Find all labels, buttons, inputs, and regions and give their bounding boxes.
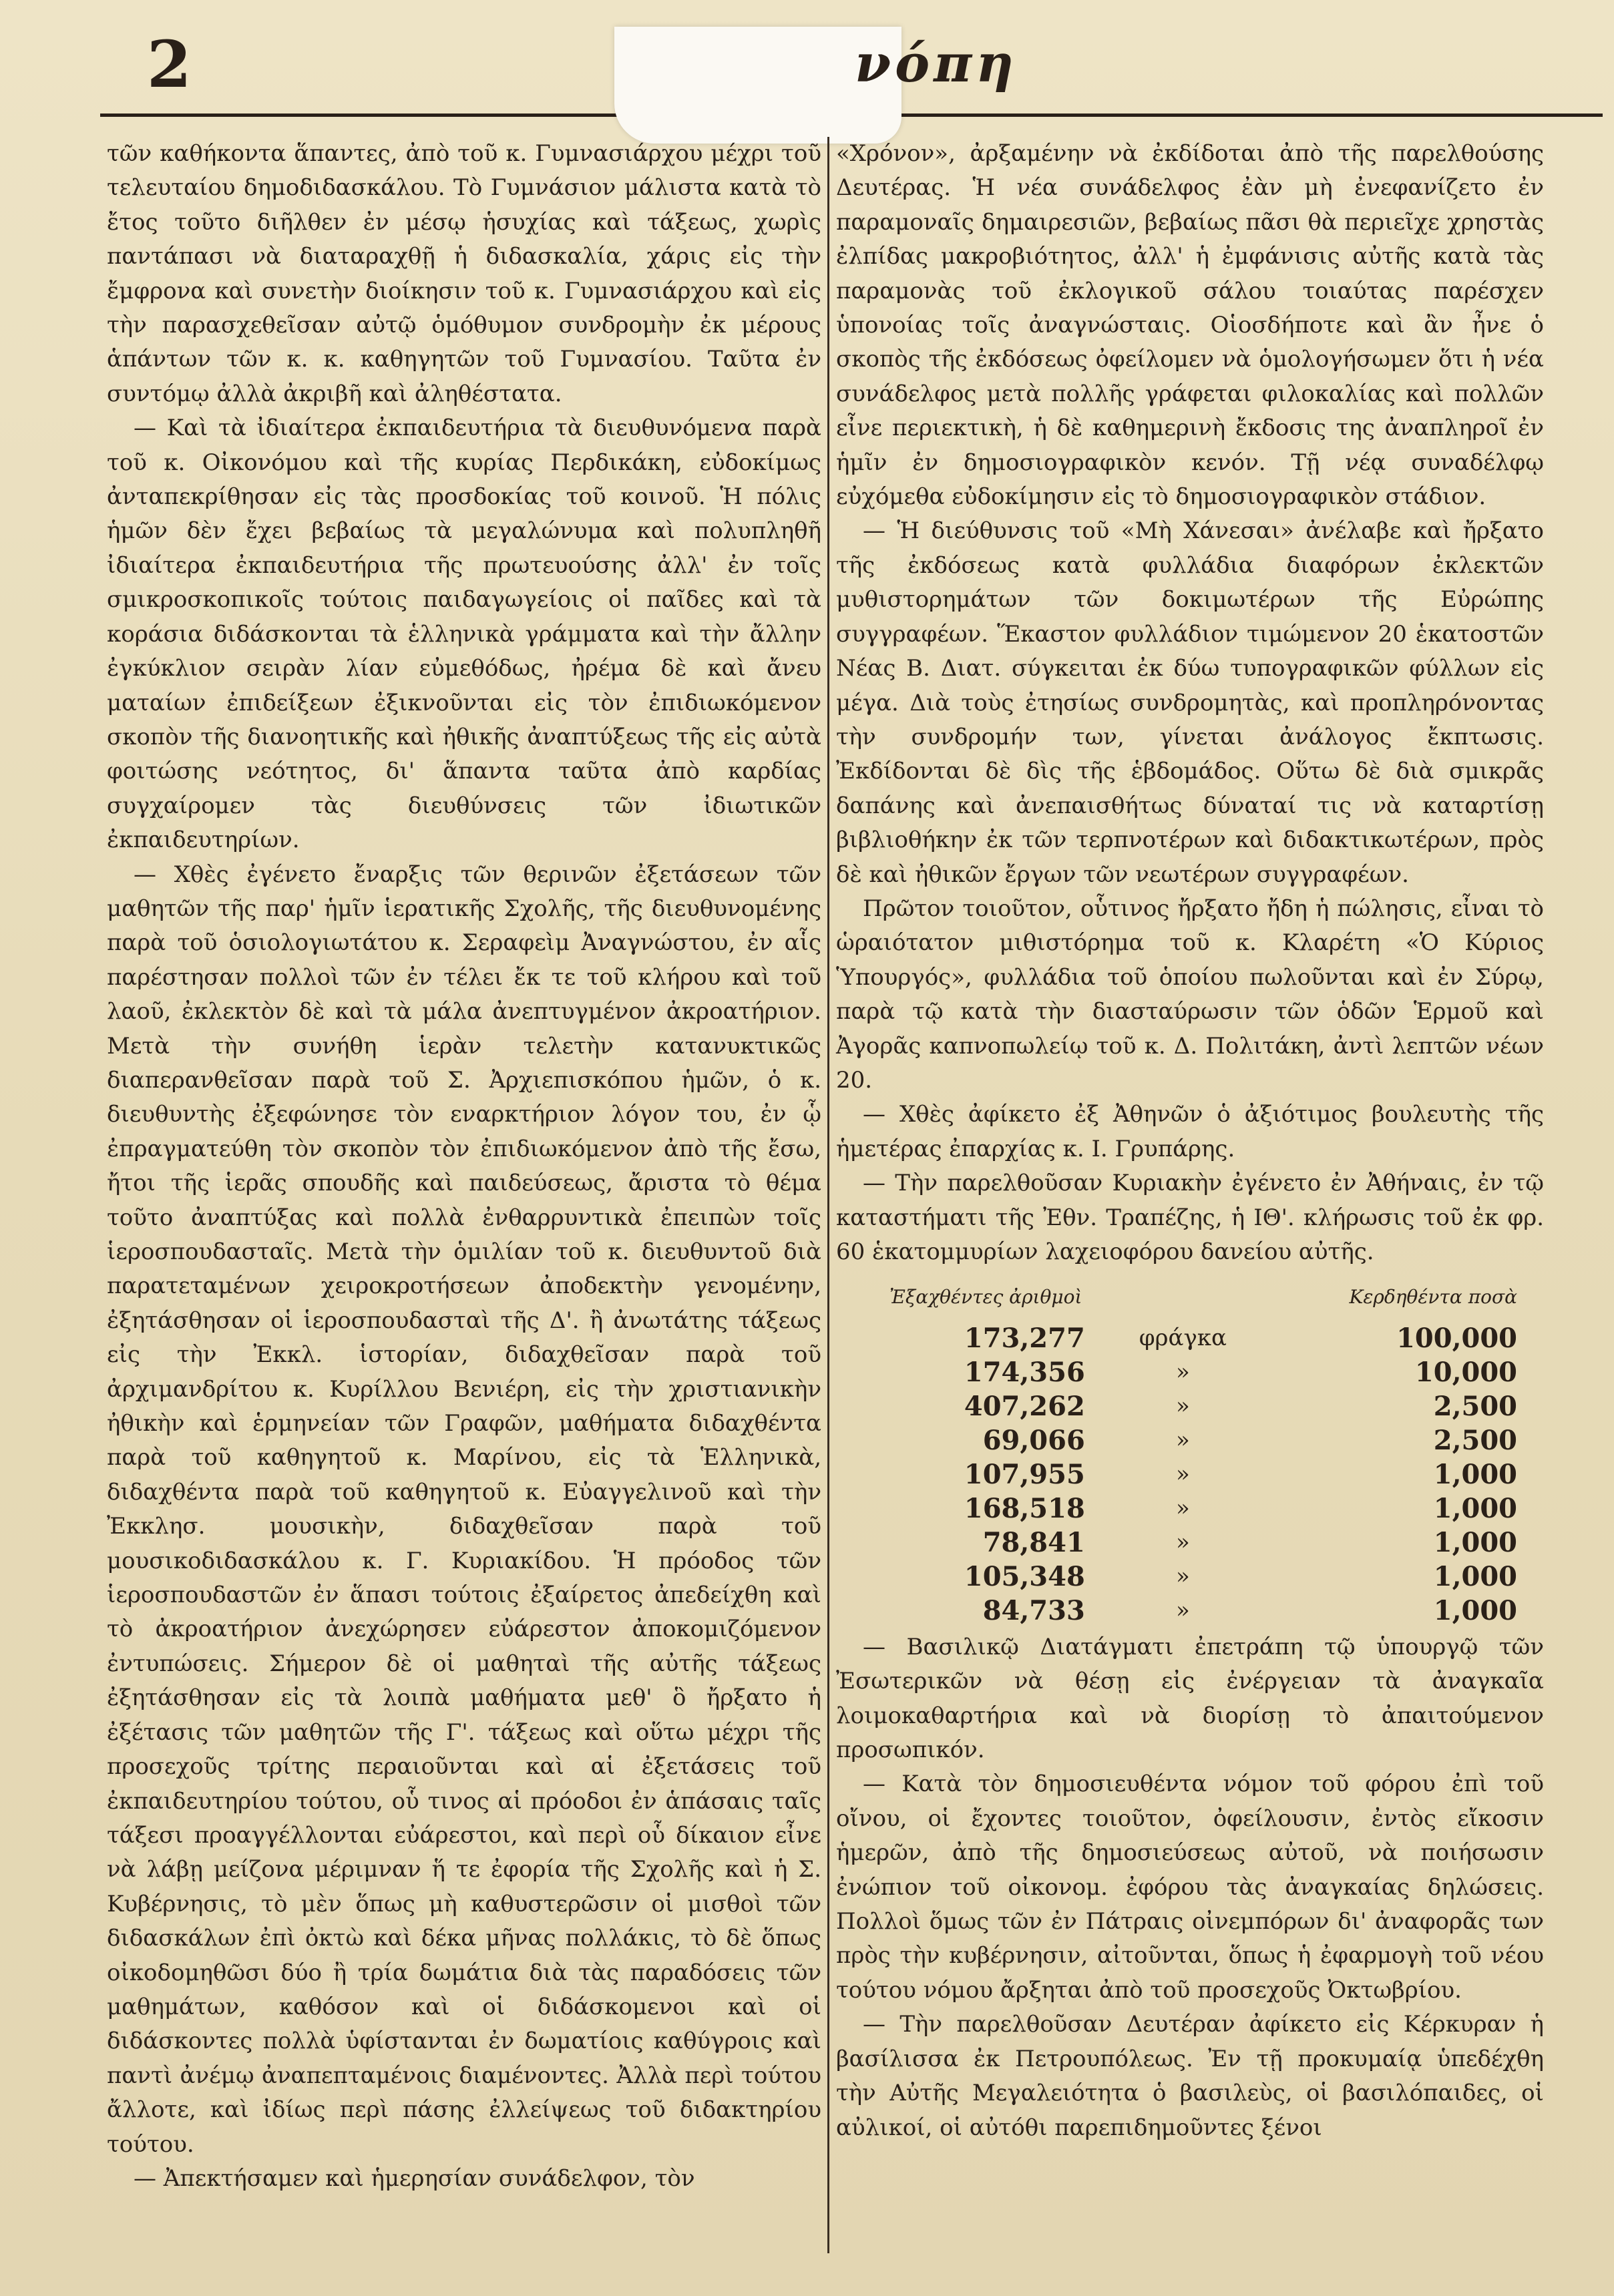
lottery-row <box>836 1526 1544 1560</box>
lottery-row <box>836 1491 1544 1526</box>
column-divider <box>827 137 829 2253</box>
prize-amount: 2,500 <box>1433 1390 1517 1422</box>
numbers-column-header: Ἐξαχθέντες ἀριθμοὶ <box>889 1286 1082 1309</box>
right-column <box>836 137 1544 2145</box>
article-paragraph: — Βασιλικῷ Διατάγματι ἐπετράπη τῷ ὑπουργῷ τῶν Ἐσωτερικῶν νὰ θέσῃ εἰς ἐνέργειαν τὰ ἀναγκαῖα λοιμοκαθαρτήρια καὶ νὰ διορίσῃ τὸ ἀπαιτούμενον προσωπικόν. <box>836 1633 1544 1764</box>
currency-unit: φράγκα <box>1139 1324 1227 1351</box>
lottery-row <box>836 1389 1544 1423</box>
prize-amount: 100,000 <box>1396 1322 1517 1354</box>
article-paragraph: «Χρόνον», ἀρξαμένην νὰ ἐκδίδοται ἀπὸ τῆς παρελθούσης Δευτέρας. Ἡ νέα συνάδελφος ἐὰν μὴ ἐνεφανίζετο ἐν παραμοναῖς δημαιρεσιῶν, βεβαίως πᾶσι θὰ περιεῖχε χρηστὰς ἐλπίδας μακροβιότητος, ἀλλ' ἡ ἐμφάνισις αὐτῆς κατὰ τὰς παραμονὰς τοῦ ἐκλογικοῦ σάλου τοιαύτας παρέσχεν ὑπονοίας τοῖς ἀναγνώσταις. Οἱοσδήποτε καὶ ἂν ἦνε ὁ σκοπὸς τῆς ἐκδόσεως ὀφείλομεν νὰ ὁμολογήσωμεν ὅτι ἡ νέα συνάδελφος μετὰ πολλῆς γράφεται φιλοκαλίας καὶ πολλῶν εἶνε περιεκτικὴ, ἡ δὲ καθημερινὴ ἔκδοσις της ἀναπληροῖ ἐν ἡμῖν ἐν δημοσιογραφικὸν κενόν. Τῇ νέᾳ συναδέλφῳ εὐχόμεθα εὐδοκίμησιν εἰς τὸ δημοσιογραφικὸν στάδιον. <box>836 140 1544 511</box>
drawn-number: 78,841 <box>982 1526 1085 1558</box>
currency-unit: » <box>1175 1358 1190 1385</box>
article-paragraph: — Χθὲς ἐγένετο ἔναρξις τῶν θερινῶν ἐξετάσεων τῶν μαθητῶν τῆς παρ' ἡμῖν ἱερατικῆς Σχολῆς, τῆς διευθυνομένης παρὰ τοῦ ὁσιολογιωτάτου κ. Σεραφεὶμ Ἀναγνώστου, ἐν αἷς παρέστησαν πολλοὶ τῶν ἐν τέλει ἔκ τε τοῦ κλήρου καὶ τοῦ λαοῦ, ἐκλεκτὸν δὲ καὶ τὰ μάλα ἀνεπτυγμένον ἀκροατήριον. Μετὰ τὴν συνήθη ἱερὰν τελετὴν κατανυκτικῶς διαπερανθεῖσαν παρὰ τοῦ Σ. Ἀρχιεπισκόπου ἡμῶν, ὁ κ. διευθυντὴς ἐξεφώνησε τὸν εναρκτήριον λόγον του, ἐν ᾧ ἐπραγματεύθη τὸν σκοπὸν τὸν ἐπιδιωκόμενον ἀπὸ τῆς ἔσω, ἤτοι τῆς ἱερᾶς σπουδῆς καὶ παιδεύσεως, ἄριστα τὸ θέμα τοῦτο ἀναπτύξας καὶ πολλὰ ἐνθαρρυντικὰ ἐπειπὼν τοῖς ἱεροσπουδασταῖς. Μετὰ τὴν ὁμιλίαν τοῦ κ. διευθυντοῦ διὰ παρατεταμένων χειροκροτήσεων ἀποδεκτὴν γενομένην, ἐξητάσθησαν οἱ ἱεροσπουδασταὶ τῆς Δ'. ἢ ἀνωτάτης τάξεως εἰς τὴν Ἐκκλ. ἱστορίαν, διδαχθεῖσαν παρὰ τοῦ ἀρχιμανδρίτου κ. Κυρίλλου Βενιέρη, εἰς τὴν χριστιανικὴν ἠθικὴν καὶ ἑρμηνείαν τῶν Γραφῶν, μαθήματα διδαχθέντα παρὰ τοῦ καθηγητοῦ κ. Μαρίνου, εἰς τὰ Ἑλληνικὰ, διδαχθέντα παρὰ τοῦ καθηγητοῦ κ. Εὐαγγελινοῦ καὶ τὴν Ἐκκλησ. μουσικὴν, διδαχθεῖσαν παρὰ τοῦ μουσικοδιδασκάλου κ. Γ. Κυριακίδου. Ἡ πρόοδος τῶν ἱεροσπουδαστῶν ἐν ἅπασι τούτοις ἐξαίρετος ἀπεδείχθη καὶ τὸ ἀκροατήριον ἀνεχώρησεν εὐάρεστον ἀποκομιζόμενον ἐντυπώσεις. Σήμερον δὲ οἱ μαθηταὶ τῆς αὐτῆς τάξεως ἐξητάσθησαν εἰς τὰ λοιπὰ μαθήματα μεθ' ὃ ἤρξατο ἡ ἐξέτασις τῶν μαθητῶν τῆς Γ'. τάξεως καὶ οὕτω μέχρι τῆς προσεχοῦς τρίτης περαιοῦνται καὶ αἱ ἐξετάσεις τοῦ ἐκπαιδευτηρίου τούτου, οὗ τινος αἱ πρόοδοι ἐν ἁπάσαις ταῖς τάξεσι προαγγέλλονται εὐάρεστοι, καὶ περὶ οὗ δίκαιον εἶνε νὰ λάβῃ μείζονα μέριμναν ἥ τε ἐφορία τῆς Σχολῆς καὶ ἡ Σ. Κυβέρνησις, τὸ μὲν ὅπως μὴ καθυστερῶσιν οἱ μισθοὶ τῶν διδασκάλων ἐπὶ ὀκτὼ καὶ δέκα μῆνας πολλάκις, τὸ δὲ ὅπως οἰκοδομηθῶσι δύο ἢ τρία δωμάτια διὰ τὰς παραδόσεις τῶν μαθημάτων, καθόσον καὶ οἱ διδάσκομενοι καὶ οἱ διδάσκοντες πολλὰ ὑφίστανται ἐν δωματίοις καθύγροις καὶ παντὶ ἀνέμῳ ἀναπεπταμένοις διαμένοντες. Ἀλλὰ περὶ τούτου ἄλλοτε, καὶ ἰδίως περὶ πάσης ἐλλείψεως τοῦ διδακτηρίου τούτου. <box>107 861 821 2158</box>
prize-amount: 1,000 <box>1433 1594 1517 1626</box>
prize-amount: 1,000 <box>1433 1458 1517 1490</box>
currency-unit: » <box>1175 1392 1190 1419</box>
lottery-row <box>836 1594 1544 1628</box>
currency-unit: » <box>1175 1528 1190 1556</box>
currency-unit: » <box>1175 1596 1190 1624</box>
lottery-row <box>836 1355 1544 1389</box>
article-paragraph: Πρῶτον τοιοῦτον, οὗτινος ἤρξατο ἤδη ἡ πώλησις, εἶναι τὸ ὡραιότατον μιθιστόρημα τοῦ κ. Κλαρέτη «Ὁ Κύριος Ὑπουργός», φυλλάδια τοῦ ὁποίου πωλοῦνται καὶ ἐν Σύρῳ, παρὰ τῷ κατὰ τὴν διασταύρωσιν τῶν ὁδῶν Ἑρμοῦ καὶ Ἀγορᾶς καπνοπωλείῳ τοῦ κ. Δ. Πολιτάκη, ἀντὶ λεπτῶν νέων 20. <box>836 895 1544 1094</box>
masthead <box>100 27 1603 117</box>
currency-unit: » <box>1175 1494 1190 1522</box>
prize-amount: 1,000 <box>1433 1492 1517 1524</box>
article-paragraph: — Χθὲς ἀφίκετο ἐξ Ἀθηνῶν ὁ ἀξιότιμος βουλευτὴς τῆς ἡμετέρας ἐπαρχίας κ. Ι. Γρυπάρης. <box>836 1101 1544 1162</box>
lottery-header-row <box>836 1280 1544 1321</box>
lottery-results-table <box>836 1280 1544 1627</box>
currency-unit: » <box>1175 1426 1190 1453</box>
drawn-number: 407,262 <box>964 1390 1085 1422</box>
drawn-number: 174,356 <box>964 1356 1085 1388</box>
currency-unit: » <box>1175 1460 1190 1487</box>
prize-amount: 10,000 <box>1414 1356 1517 1388</box>
masthead-title: νόπη <box>855 33 1018 94</box>
lottery-row <box>836 1321 1544 1355</box>
prize-amount: 1,000 <box>1433 1560 1517 1592</box>
article-paragraph: — Ἡ διεύθυνσις τοῦ «Μὴ Χάνεσαι» ἀνέλαβε καὶ ἤρξατο τῆς ἐκδόσεως κατὰ φυλλάδια διαφόρων ἐκλεκτῶν μυθιστορημάτων τῶν δοκιμωτέρων τῆς Εὐρώπης συγγραφέων. Ἕκαστον φυλλάδιον τιμώμενον 20 ἑκατοστῶν Νέας Β. Διατ. σύγκειται ἐκ δύω τυπογραφικῶν φύλλων εἰς μέγα. Διὰ τοὺς ἐτησίως συνδρομητὰς, καὶ προπληρόνοντας τὴν συνδρομήν των, γίνεται ἀνάλογος ἔκπτωσις. Ἐκδίδονται δὲ δὶς τῆς ἑβδομάδος. Οὕτω δὲ διὰ σμικρᾶς δαπάνης καὶ ἀνεπαισθήτως δύναταί τις νὰ καταρτίσῃ βιβλιοθήκην ἐκ τῶν τερπνοτέρων καὶ διδακτικωτέρων, πρὸς δὲ καὶ ἠθικῶν ἔργων τῶν νεωτέρων συγγραφέων. <box>836 517 1544 888</box>
article-paragraph: — Τὴν παρελθοῦσαν Κυριακὴν ἐγένετο ἐν Ἀθήναις, ἐν τῷ καταστήματι τῆς Ἐθν. Τραπέζης, ἡ ΙΘ'. κλήρωσις τοῦ ἐκ φρ. 60 ἑκατομμυρίων λαχειοφόρου δανείου αὐτῆς. <box>836 1170 1544 1265</box>
lottery-row <box>836 1457 1544 1491</box>
article-paragraph: — Καὶ τὰ ἰδιαίτερα ἐκπαιδευτήρια τὰ διευθυνόμενα παρὰ τοῦ κ. Οἰκονόμου καὶ τῆς κυρίας Περδικάκη, εὐδοκίμως ἀνταπεκρίθησαν εἰς τὰς προσδοκίας τοῦ κοινοῦ. Ἡ πόλις ἡμῶν δὲν ἔχει βεβαίως τὰ μεγαλώνυμα καὶ πολυπληθῆ ἰδιαίτερα ἐκπαιδευτήρια τῆς πρωτευούσης ἀλλ' ἐν τοῖς σμικροσκοπικοῖς τούτοις παιδαγωγείοις οἱ παῖδες καὶ τὰ κοράσια διδάσκονται τὰ ἑλληνικὰ γράμματα καὶ τὴν ἄλλην ἐγκύκλιον σειρὰν λίαν εὐμεθόδως, ἠρέμα δὲ καὶ ἄνευ ματαίων ἐπιδείξεων ἐξικνοῦνται εἰς τὸν ἐπιδιωκόμενον σκοπὸν τῆς διανοητικῆς καὶ ἠθικῆς ἀναπτύξεως τῆς εἰς αὐτὰ φοιτώσης νεότητος, δι' ἅπαντα ταῦτα ἀπὸ καρδίας συγχαίρομεν τὰς διευθύνσεις τῶν ἰδιωτικῶν ἐκπαιδευτηρίων. <box>107 415 821 854</box>
lottery-row <box>836 1423 1544 1457</box>
currency-unit: » <box>1175 1562 1190 1590</box>
prize-amount: 1,000 <box>1433 1526 1517 1558</box>
drawn-number: 84,733 <box>982 1594 1085 1626</box>
article-paragraph: — Τὴν παρελθοῦσαν Δευτέραν ἀφίκετο εἰς Κέρκυραν ἡ βασίλισσα ἐκ Πετρουπόλεως. Ἐν τῇ προκυμαίᾳ ὑπεδέχθη τὴν Αὐτῆς Μεγαλειότητα ὁ βασιλεὺς, οἱ βασιλόπαιδες, οἱ αὐλικοί, οἱ αὐτόθι παρεπιδημοῦντες ξένοι <box>836 2011 1544 2141</box>
page-number: 2 <box>147 27 192 102</box>
drawn-number: 69,066 <box>982 1424 1085 1456</box>
lottery-row <box>836 1560 1544 1594</box>
drawn-number: 168,518 <box>964 1492 1085 1524</box>
left-column <box>107 137 821 2196</box>
article-paragraph: — Ἀπεκτήσαμεν καὶ ἡμερησίαν συνάδελφον, τὸν <box>134 2164 695 2192</box>
drawn-number: 105,348 <box>964 1560 1085 1592</box>
prize-amount: 2,500 <box>1433 1424 1517 1456</box>
article-paragraph: — Κατὰ τὸν δημοσιευθέντα νόμον τοῦ φόρου ἐπὶ τοῦ οἴνου, οἱ ἔχοντες τοιοῦτον, ὀφείλουσιν, ἐντὸς εἴκοσιν ἡμερῶν, ἀπὸ τῆς δημοσιεύσεως αὐτοῦ, νὰ ποιήσωσιν ἐνώπιον τοῦ οἰκονομ. ἐφόρου τὰς ἀναγκαίας δηλώσεις. Πολλοὶ ὅμως τῶν ἐν Πάτραις οἰνεμπόρων δι' ἀναφορᾶς των πρὸς τὴν κυβέρνησιν, αἰτοῦνται, ὅπως ἡ ἐφαρμογὴ τοῦ νέου τούτου νόμου ἄρξηται ἀπὸ τοῦ προσεχοῦς Ὀκτωβρίου. <box>836 1771 1544 2004</box>
drawn-number: 107,955 <box>964 1458 1085 1490</box>
article-paragraph: τῶν καθήκοντα ἅπαντες, ἀπὸ τοῦ κ. Γυμνασιάρχου μέχρι τοῦ τελευταίου δημοδιδασκάλου. Τὸ Γυμνάσιον μάλιστα κατὰ τὸ ἔτος τοῦτο διῆλθεν ἐν μέσῳ ἡσυχίας καὶ τάξεως, χωρὶς παντάπασι νὰ διαταραχθῇ ἡ διδασκαλία, χάρις εἰς τὴν ἔμφρονα καὶ συνετὴν διοίκησιν τοῦ κ. Γυμνασιάρχου καὶ εἰς τὴν παρασχεθεῖσαν αὐτῷ ὁμόθυμον συνδρομὴν ἐκ μέρους ἁπάντων τῶν κ. κ. καθηγητῶν τοῦ Γυμνασίου. Ταῦτα ἐν συντόμῳ ἀλλὰ ἀκριβῆ καὶ ἀληθέστατα. <box>107 140 821 407</box>
drawn-number: 173,277 <box>964 1322 1085 1354</box>
prizes-column-header: Κερδηθέντα ποσὰ <box>1349 1286 1517 1309</box>
